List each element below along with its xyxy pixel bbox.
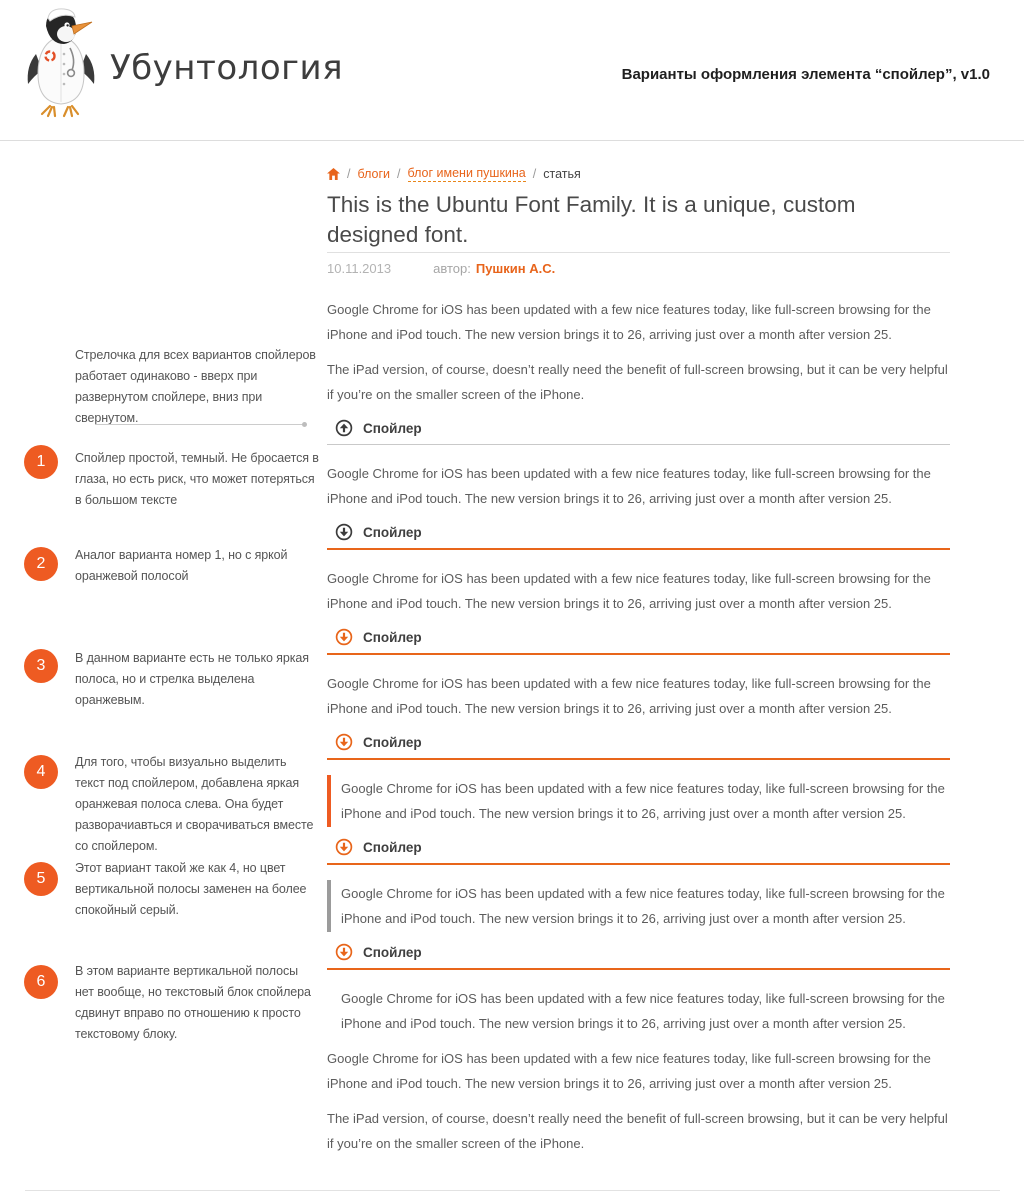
site-title[interactable]: Убунтология [110, 48, 344, 88]
spoiler-divider-orange [327, 863, 950, 865]
author-link[interactable]: Пушкин А.С. [475, 261, 556, 276]
connector-tip [302, 422, 307, 427]
annotation-connector-line [95, 424, 305, 425]
spoiler-toggle-v6[interactable] [327, 941, 950, 963]
spoiler-label: Спойлер [363, 839, 422, 855]
spoiler-label: Спойлер [363, 629, 422, 645]
annotation-number-badge: 4 [24, 755, 58, 789]
annotation-text-3: В данном варианте есть не только яркая полоса, но и стрелка выделена оранжевым. [75, 651, 309, 707]
annotation-text-1: Спойлер простой, темный. Не бросается в глаза, но есть риск, что может потеряться в большом тексте [75, 451, 319, 507]
annotation-number-badge: 3 [24, 649, 58, 683]
annotation-text-2: Аналог варианта номер 1, но с яркой оранжевой полосой [75, 548, 288, 583]
breadcrumb-separator: / [397, 166, 401, 181]
paragraph: Google Chrome for iOS has been updated with a few nice features today, like full-screen browsing for the iPhone and iPod touch. The new version brings it to 26, arriving just over a month after version 25. [327, 466, 931, 506]
annotation-text-6: В этом варианте вертикальной полосы нет вообще, но текстовый блок спойлера сдвинут вправо по отношению к просто текстовому блоку. [75, 964, 311, 1041]
penguin-doctor-icon [20, 8, 102, 118]
breadcrumb-current-article: статья [543, 166, 581, 181]
article-column [327, 166, 950, 1166]
breadcrumb-separator: / [532, 166, 537, 181]
author-label: автор: [433, 261, 471, 276]
home-icon[interactable] [327, 168, 340, 180]
spoiler-divider-orange [327, 548, 950, 550]
document-title: Варианты оформления элемента “спойлер”, v1.0 [621, 66, 990, 83]
breadcrumb-link-pushkin-blog[interactable]: блог имени пушкина [407, 165, 526, 180]
spoiler-content-paragraph [327, 881, 950, 931]
site-logo-penguin-doctor[interactable] [20, 8, 102, 118]
spoiler-toggle-v2[interactable] [327, 521, 950, 543]
paragraph: The iPad version, of course, doesn’t really need the benefit of full-screen browsing, but it can be very helpful if you’re on the smaller screen of the iPhone. [327, 362, 948, 402]
spoiler-toggle-v5[interactable] [327, 836, 950, 858]
annotation-number-badge: 1 [24, 445, 58, 479]
annotation-text-5: Этот вариант такой же как 4, но цвет вертикальной полосы заменен на более спокойный серый. [75, 861, 307, 917]
paragraph: Google Chrome for iOS has been updated with a few nice features today, like full-screen browsing for the iPhone and iPod touch. The new version brings it to 26, arriving just over a month after version 25. [327, 302, 931, 342]
spoiler-divider-orange [327, 653, 950, 655]
spoiler-content-bar-orange [327, 775, 331, 827]
header-divider [0, 140, 1024, 141]
breadcrumb-separator: / [347, 166, 351, 181]
annotation-number-badge: 6 [24, 965, 58, 999]
spoiler-divider-orange [327, 758, 950, 760]
annotation-text-4: Для того, чтобы визуально выделить текст под спойлером, добавлена яркая оранжевая полоса слева. Она будет разворачиавться и сворачиваться вместе со спойлером. [75, 755, 314, 853]
paragraph: Google Chrome for iOS has been updated with a few nice features today, like full-screen browsing for the iPhone and iPod touch. The new version brings it to 26, arriving just over a month after version 25. [327, 676, 931, 716]
arrow-down-circle-icon [335, 943, 353, 961]
arrow-down-circle-icon [335, 628, 353, 646]
spoiler-divider-orange [327, 968, 950, 970]
spoiler-content-bar-gray [327, 880, 331, 932]
spoiler-divider-gray [327, 444, 950, 445]
spoiler-content-paragraph [327, 776, 950, 826]
annotation-number-badge: 5 [24, 862, 58, 896]
arrow-down-circle-icon [335, 733, 353, 751]
spoiler-label: Спойлер [363, 944, 422, 960]
paragraph: The iPad version, of course, doesn’t really need the benefit of full-screen browsing, but it can be very helpful if you’re on the smaller screen of the iPhone. [327, 1111, 948, 1151]
paragraph: Google Chrome for iOS has been updated with a few nice features today, like full-screen browsing for the iPhone and iPod touch. The new version brings it to 26, arriving just over a month after version 25. [327, 1051, 931, 1091]
paragraph: Google Chrome for iOS has been updated with a few nice features today, like full-screen browsing for the iPhone and iPod touch. The new version brings it to 26, arriving just over a month after version 25. [327, 571, 931, 611]
spoiler-label: Спойлер [363, 420, 422, 436]
paragraph-text: Google Chrome for iOS has been updated with a few nice features today, like full-screen browsing for the iPhone and iPod touch. The new version brings it to 26, arriving just over a month after version 25. [341, 781, 945, 821]
annotation-number-badge: 2 [24, 547, 58, 581]
spoiler-content-paragraph: Google Chrome for iOS has been updated with a few nice features today, like full-screen browsing for the iPhone and iPod touch. The new version brings it to 26, arriving just over a month after version 25. [341, 991, 945, 1031]
spoiler-toggle-v4[interactable] [327, 731, 950, 753]
spoiler-label: Спойлер [363, 524, 422, 540]
breadcrumb [327, 166, 950, 181]
paragraph-text: Google Chrome for iOS has been updated with a few nice features today, like full-screen browsing for the iPhone and iPod touch. The new version brings it to 26, arriving just over a month after version 25. [341, 886, 945, 926]
spoiler-label: Спойлер [363, 734, 422, 750]
page-bottom-divider [25, 1190, 1000, 1191]
arrow-up-circle-icon [335, 419, 353, 437]
article-date: 10.11.2013 [327, 261, 392, 276]
arrow-down-circle-icon [335, 523, 353, 541]
article-title: This is the Ubuntu Font Family. It is a unique, custom designed font. [327, 192, 856, 247]
spoiler-toggle-v3[interactable] [327, 626, 950, 648]
arrow-down-circle-icon [335, 838, 353, 856]
spoiler-toggle-v1[interactable] [327, 417, 950, 439]
breadcrumb-link-blogs[interactable]: блоги [357, 166, 391, 181]
article-meta [327, 253, 950, 277]
annotation-intro: Стрелочка для всех вариантов спойлеров работает одинаково - вверх при развернутом спойлере, вниз при свернутом. [75, 348, 316, 425]
